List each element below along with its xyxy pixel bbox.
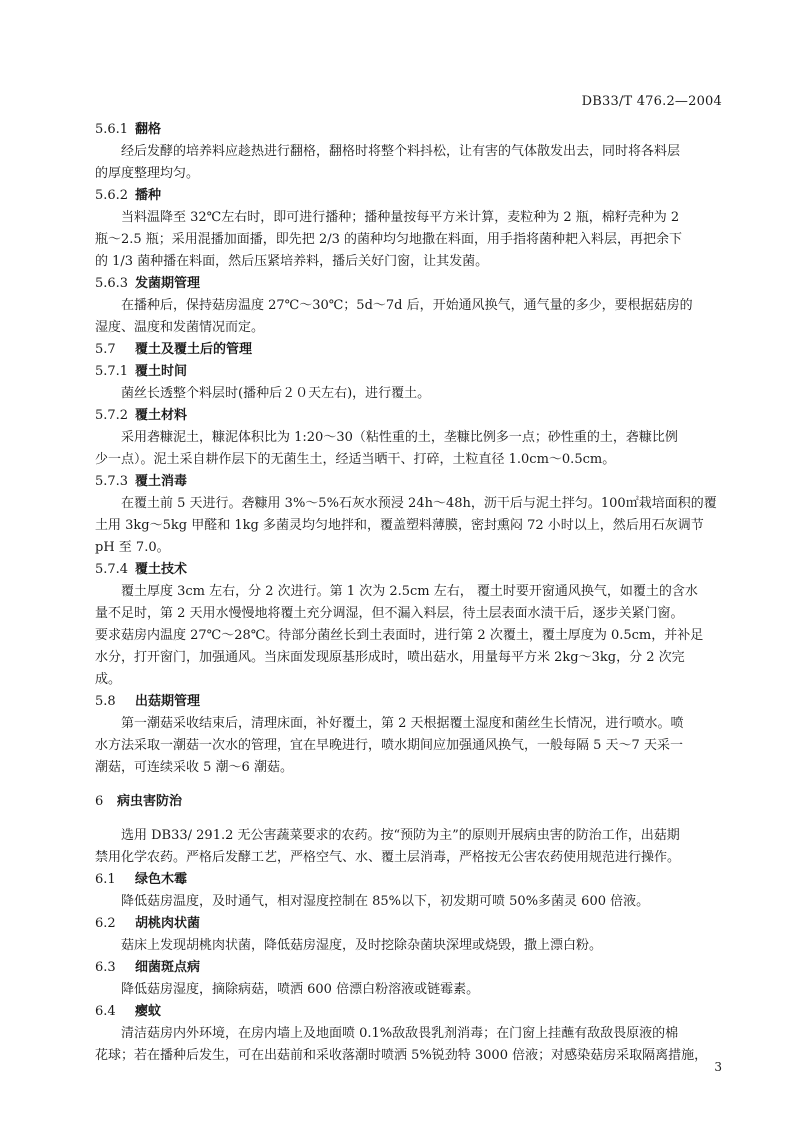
paragraph [95,383,725,405]
section-number: 5.7.1 [95,364,129,379]
section-title: 覆土及覆土后的管理 [135,342,253,357]
paragraph [95,891,725,913]
paragraph [95,1023,725,1067]
section-title: 瘿蚊 [135,1004,162,1019]
document-body [95,119,725,1067]
paragraph-line: 菌丝长透整个料层时(播种后２０天左右)，进行覆土。 [121,386,431,401]
paragraph-line: 的 1/3 菌种播在料面，然后压紧培养料，播后关好门窗，让其发菌。 [95,254,489,269]
section-title: 病虫害防治 [117,794,183,809]
section-heading [95,119,725,141]
section-heading [95,559,725,581]
section-title: 覆土技术 [135,562,188,577]
paragraph-line: 水分，打开窗门，加强通风。当床面发现原基形成时，喷出菇水，用量每平方米 2kg～3kg，分 2 次完 [95,650,685,665]
section-heading [95,339,725,361]
paragraph-line: 湿度、温度和发菌情况而定。 [95,320,265,335]
section-title: 翻格 [135,122,162,137]
section-heading [95,1001,725,1023]
paragraph-line: 当料温降至 32℃左右时，即可进行播种；播种量按每平方米计算，麦粒种为 2 瓶，棉籽壳种为 2 [121,210,680,225]
section-title: 胡桃肉状菌 [135,916,201,931]
paragraph-line: 要求菇房内温度 27℃～28℃。待部分菌丝长到土表面时，进行第 2 次覆土，覆土厚度为 0.5cm，并补足 [95,628,704,643]
paragraph [95,581,725,691]
section-number: 5.7 [95,342,116,357]
section-title: 覆土时间 [135,364,188,379]
section-number: 5.7.2 [95,408,129,423]
paragraph-line: 的厚度整理均匀。 [95,166,200,181]
section-number: 5.6.3 [95,276,129,291]
paragraph [95,427,725,471]
section-heading [95,691,725,713]
paragraph [95,207,725,273]
section-heading [95,869,725,891]
paragraph-line: 成。 [95,672,122,687]
section-number: 5.6.2 [95,188,129,203]
section-title: 播种 [135,188,162,203]
section-number: 5.8 [95,694,116,709]
paragraph [95,935,725,957]
section-title: 覆土材料 [135,408,188,423]
section-gap [95,813,725,825]
paragraph [95,141,725,185]
paragraph-line: 覆土厚度 3cm 左右，分 2 次进行。第 1 次为 2.5cm 左右， 覆土时要开窗通风换气，如覆土的含水 [121,584,698,599]
section-number: 5.7.3 [95,474,129,489]
paragraph-line: 潮菇，可连续采收 5 潮～6 潮菇。 [95,760,293,775]
section-heading [95,791,725,813]
section-heading [95,185,725,207]
section-heading [95,273,725,295]
paragraph-line: 水方法采取一潮菇一次水的管理，宜在早晚进行，喷水期间应加强通风换气，一般每隔 5 天～7 天采一 [95,738,683,753]
paragraph-line: 禁用化学农药。严格后发酵工艺，严格空气、水、覆土层消毒，严格按无公害农药使用规范进行操作。 [95,850,681,865]
paragraph-line: 在覆土前 5 天进行。砻糠用 3%～5%石灰水预浸 24h～48h，沥干后与泥土拌匀。100㎡栽培面积的覆 [121,496,717,511]
document-code: DB33/T 476.2—2004 [581,94,722,109]
section-number: 6.4 [95,1004,116,1019]
section-number: 5.6.1 [95,122,129,137]
paragraph-line: 选用 DB33/ 291.2 无公害蔬菜要求的农药。按“预防为主”的原则开展病虫害的防治工作，出菇期 [121,828,680,843]
paragraph-line: 经后发酵的培养料应趁热进行翻格，翻格时将整个料抖松，让有害的气体散发出去，同时将各料层 [121,144,681,159]
paragraph-line: 降低菇房湿度，摘除病菇，喷洒 600 倍漂白粉溶液或链霉素。 [121,982,480,997]
paragraph-line: 少一点）。泥土采自耕作层下的无菌生土，经适当晒干、打碎，土粒直径 1.0cm～0.5cm。 [95,452,616,467]
paragraph-line: 第一潮菇采收结束后，清理床面，补好覆土，第 2 天根据覆土湿度和菌丝生长情况，进行喷水。喷 [121,716,684,731]
paragraph-line: 降低菇房温度，及时通气，相对湿度控制在 85%以下，初发期可喷 50%多菌灵 600 倍液。 [121,894,650,909]
section-gap [95,779,725,791]
section-number: 6.1 [95,872,116,887]
section-number: 6 [95,794,104,809]
paragraph-line: 土用 3kg～5kg 甲醛和 1kg 多菌灵均匀地拌和，覆盖塑料薄膜，密封熏闷 72 小时以上，然后用石灰调节 [95,518,704,533]
section-heading [95,913,725,935]
section-title: 发菌期管理 [135,276,201,291]
section-number: 5.7.4 [95,562,129,577]
section-heading [95,471,725,493]
paragraph-line: 量不足时，第 2 天用水慢慢地将覆土充分调湿，但不漏入料层，待土层表面水渍干后，逐步关紧门窗。 [95,606,684,621]
paragraph-line: 清洁菇房内外环境，在房内墙上及地面喷 0.1%敌敌畏乳剂消毒；在门窗上挂蘸有敌敌畏原液的棉 [121,1026,679,1041]
section-title: 覆土消毒 [135,474,188,489]
section-number: 6.3 [95,960,116,975]
paragraph-line: 采用砻糠泥土，糠泥体积比为 1:20～30（粘性重的土，垄糠比例多一点；砂性重的土，砻糠比例 [121,430,678,445]
paragraph [95,979,725,1001]
paragraph [95,493,725,559]
section-title: 绿色木霉 [135,872,188,887]
paragraph-line: 瓶～2.5 瓶；采用混播加面播，即先把 2/3 的菌种均匀地撒在料面，用手指将菌种耙入料层，再把余下 [95,232,682,247]
paragraph-line: 花球；若在播种后发生，可在出菇前和采收落潮时喷洒 5%锐劲特 3000 倍液；对感染菇房采取隔离措施， [95,1048,708,1063]
page-number: 3 [714,1060,722,1074]
paragraph [95,825,725,869]
section-title: 出菇期管理 [135,694,201,709]
paragraph-line: 菇床上发现胡桃肉状菌，降低菇房湿度，及时挖除杂菌块深埋或烧毁，撒上漂白粉。 [121,938,603,953]
section-heading [95,405,725,427]
paragraph [95,295,725,339]
paragraph [95,713,725,779]
paragraph-line: 在播种后，保持菇房温度 27℃～30℃；5d～7d 后，开始通风换气，通气量的多少，要根据菇房的 [121,298,693,313]
section-heading [95,361,725,383]
paragraph-line: pH 至 7.0。 [95,540,170,555]
section-heading [95,957,725,979]
section-number: 6.2 [95,916,116,931]
section-title: 细菌斑点病 [135,960,201,975]
